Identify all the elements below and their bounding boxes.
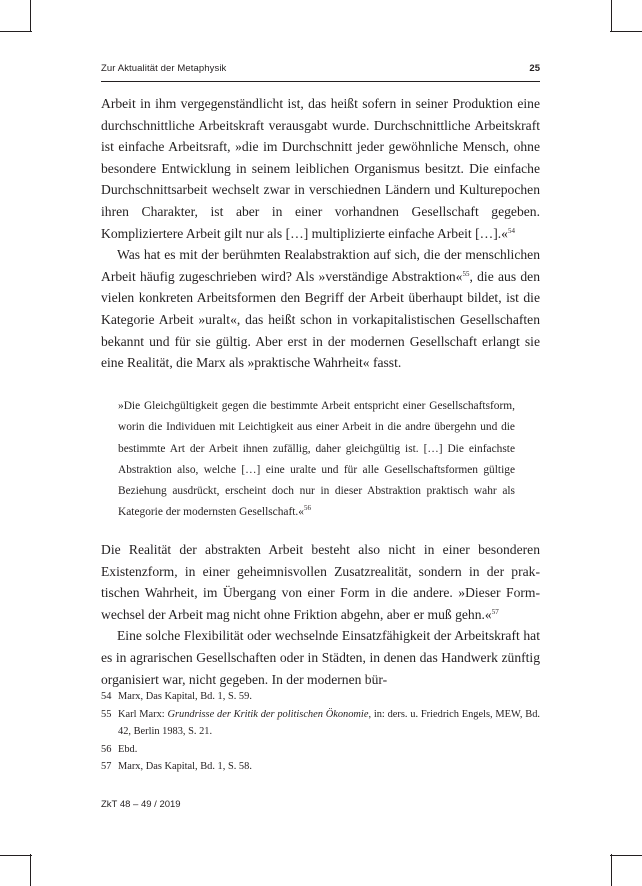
paragraph-2-text-a: Was hat es mit der berühmten Realabstraktion auf sich, die der menschlichen Arbeit häufig zugeschrieben wird? Als »verständige Abstraktion«: [101, 247, 540, 284]
footnote-number: 54: [101, 691, 112, 702]
main-text-top: [101, 93, 540, 374]
crop-mark-top-left: [30, 0, 31, 32]
footnote-number: 56: [101, 743, 112, 755]
running-title: Zur Aktualität der Metaphysik: [101, 63, 227, 74]
crop-mark-bottom-right: [611, 854, 612, 886]
footnote-number: 55: [101, 708, 112, 720]
paragraph-4: [101, 625, 540, 690]
footnote-text: Marx, Das Kapital, Bd. 1, S. 58.: [118, 761, 252, 772]
header-rule: [101, 81, 540, 82]
footnote-ref-54[interactable]: 54: [507, 226, 515, 235]
paragraph-3-text: Die Realität der abstrakten Arbeit besteht also nicht in einer besonderen Existenzform, in einer geheimnisvollen Zusatzrealität, sondern in der praktischen Wahrheit, im Übergang von einer Form in die andere. »Dieser Formwechsel der Arbeit mag nicht ohne Friktion abgehn, aber er muß gehn.«: [101, 542, 540, 622]
paragraph-2: [101, 244, 540, 374]
block-quote-text: »Die Gleichgültigkeit gegen die bestimmte Arbeit entspricht einer Gesellschaftsform, worin die Individuen mit Leichtigkeit aus einer Arbeit in die andre übergehn und die bestimmte Art der Arbeit ihnen zufällig, daher gleichgültig ist. […] Die einfachste Abstraktion also, welche […] eine uralte und für alle Gesellschaftsformen gültige Beziehung ausdrückt, erscheint doch nur in dieser Abstraktion praktisch wahr als Kategorie der modernsten Gesellschaft.«: [118, 400, 515, 519]
crop-mark-top-left-h: [0, 31, 32, 32]
page-number: 25: [529, 63, 540, 74]
crop-mark-bottom-right-h: [610, 855, 642, 856]
footnote-ref-56[interactable]: 56: [303, 504, 311, 513]
crop-mark-top-right-h: [610, 31, 642, 32]
paragraph-1-text: Arbeit in ihm vergegenständlicht ist, das heißt sofern in seiner Produktion eine durchschnittliche Arbeitskraft verausgabt wurde. Durchschnittliche Arbeitskraft ist einfache Arbeitsraft, »die im Durchschnitt jeder gewöhnliche Mensch, ohne besondere Entwicklung in seinem leiblichen Organismus besitzt. Die einfache Durchschnittsarbeit wechselt zwar in verschiednen Ländern und Kulturepochen ihren Charakter, ist aber in einer vorhandnen Gesellschaft gegeben. Kompliziertere Arbeit gilt nur als […] multiplizierte einfache Arbeit […].«: [101, 96, 540, 241]
block-quote: [118, 396, 515, 524]
footnote-ref-57[interactable]: 57: [491, 607, 499, 616]
footnote-54: [101, 688, 540, 706]
paragraph-2-text-b: , die aus den vielen konkreten Arbeitsformen den Begriff der Arbeit überhaupt bildet, ist die Kategorie Arbeit »uralt«, das heißt schon in vorkapitalistischen Gesellschaften bekannt und für sie gültig. Aber erst in der modernen Gesellschaft erlangt sie eine Realität, die Marx als »praktische Wahrheit« fasst.: [101, 268, 540, 371]
journal-footer: ZkT 48 – 49 / 2019: [101, 799, 181, 810]
paragraph-4-text: Eine solche Flexibilität oder wechselnde Einsatzfähigkeit der Arbeitskraft hat es in agrarischen Gesellschaften oder in Städten, in denen das Handwerk zünftig organisiert war, nicht gegeben. In der modernen bür-: [101, 628, 540, 687]
footnote-text: Karl Marx: Grundrisse der Kritik der politischen Ökonomie, in: ders. u. Friedrich Engels, MEW, Bd. 42, Berlin 1983, S. 21.: [118, 708, 540, 737]
footnote-text: Marx, Das Kapital, Bd. 1, S. 59.: [118, 691, 252, 702]
footnote-57: [101, 758, 540, 776]
footnote-56: [101, 741, 540, 759]
footnote-55: [101, 706, 540, 741]
running-header: [101, 63, 540, 74]
crop-mark-bottom-left: [30, 854, 31, 886]
paragraph-3: [101, 539, 540, 625]
main-text-bottom: [101, 539, 540, 690]
crop-mark-bottom-left-h: [0, 855, 32, 856]
paragraph-1: [101, 93, 540, 244]
footnote-ref-55[interactable]: 55: [462, 269, 470, 278]
footnote-text: Ebd.: [118, 743, 138, 755]
crop-mark-top-right: [611, 0, 612, 32]
footnotes: [101, 688, 540, 776]
footnote-number: 57: [101, 761, 112, 772]
